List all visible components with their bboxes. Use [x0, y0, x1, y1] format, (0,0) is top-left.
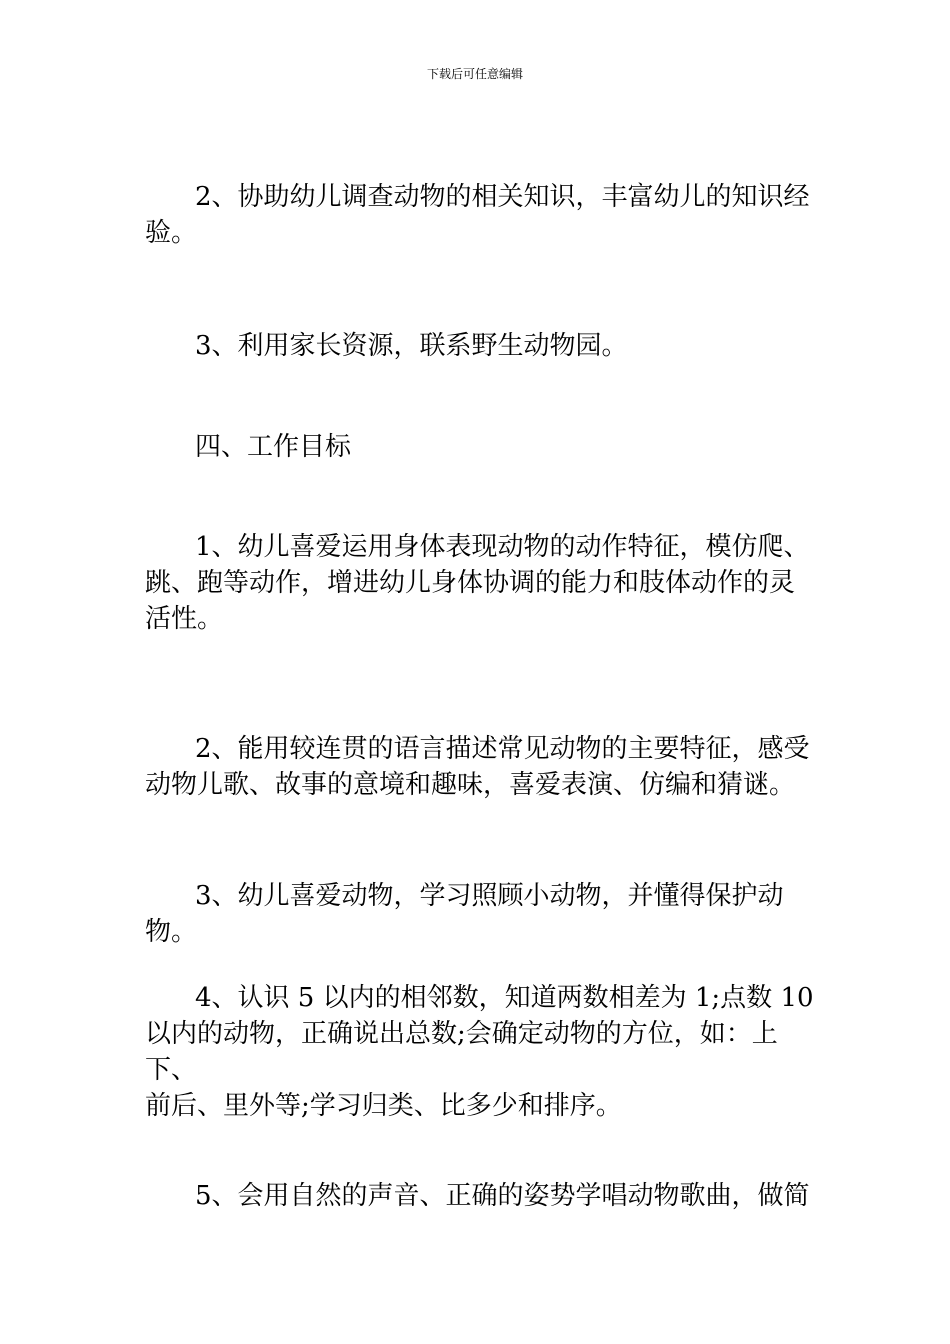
- paragraph-goal-2: [145, 731, 815, 803]
- paragraph-line: 1、幼儿喜爱运用身体表现动物的动作特征，模仿爬、: [195, 532, 810, 562]
- paragraph-line: 以内的动物，正确说出总数;会确定动物的方位，如：上下、: [145, 1019, 778, 1085]
- section-heading: [145, 429, 815, 465]
- paragraph-line: 验。: [145, 218, 198, 248]
- paragraph-goal-1: [145, 529, 815, 637]
- page-header-note: 下载后可任意编辑: [426, 67, 523, 81]
- paragraph-line: 2、能用较连贯的语言描述常见动物的主要特征，感受: [195, 734, 810, 764]
- paragraph-line: 4、认识 5 以内的相邻数，知道两数相差为 1;点数 10: [195, 983, 814, 1013]
- paragraph-line: 3、利用家长资源，联系野生动物园。: [195, 331, 628, 361]
- paragraph-line: 前后、里外等;学习归类、比多少和排序。: [145, 1091, 622, 1121]
- paragraph-prep-2: [145, 179, 815, 251]
- paragraph-goal-4: [145, 980, 815, 1124]
- paragraph-line: 活性。: [145, 604, 224, 634]
- paragraph-goal-5: [145, 1178, 815, 1214]
- section-heading-text: 四、工作目标: [195, 432, 352, 462]
- paragraph-goal-3: [145, 878, 815, 950]
- paragraph-prep-3: [145, 328, 815, 364]
- paragraph-line: 跳、跑等动作，增进幼儿身体协调的能力和肢体动作的灵: [145, 568, 796, 598]
- paragraph-line: 2、协助幼儿调查动物的相关知识，丰富幼儿的知识经: [195, 182, 810, 212]
- paragraph-line: 5、会用自然的声音、正确的姿势学唱动物歌曲，做简: [195, 1181, 810, 1211]
- paragraph-line: 3、幼儿喜爱动物，学习照顾小动物，并懂得保护动物。: [145, 881, 784, 947]
- paragraph-line: 动物儿歌、故事的意境和趣味，喜爱表演、仿编和猜谜。: [145, 770, 796, 800]
